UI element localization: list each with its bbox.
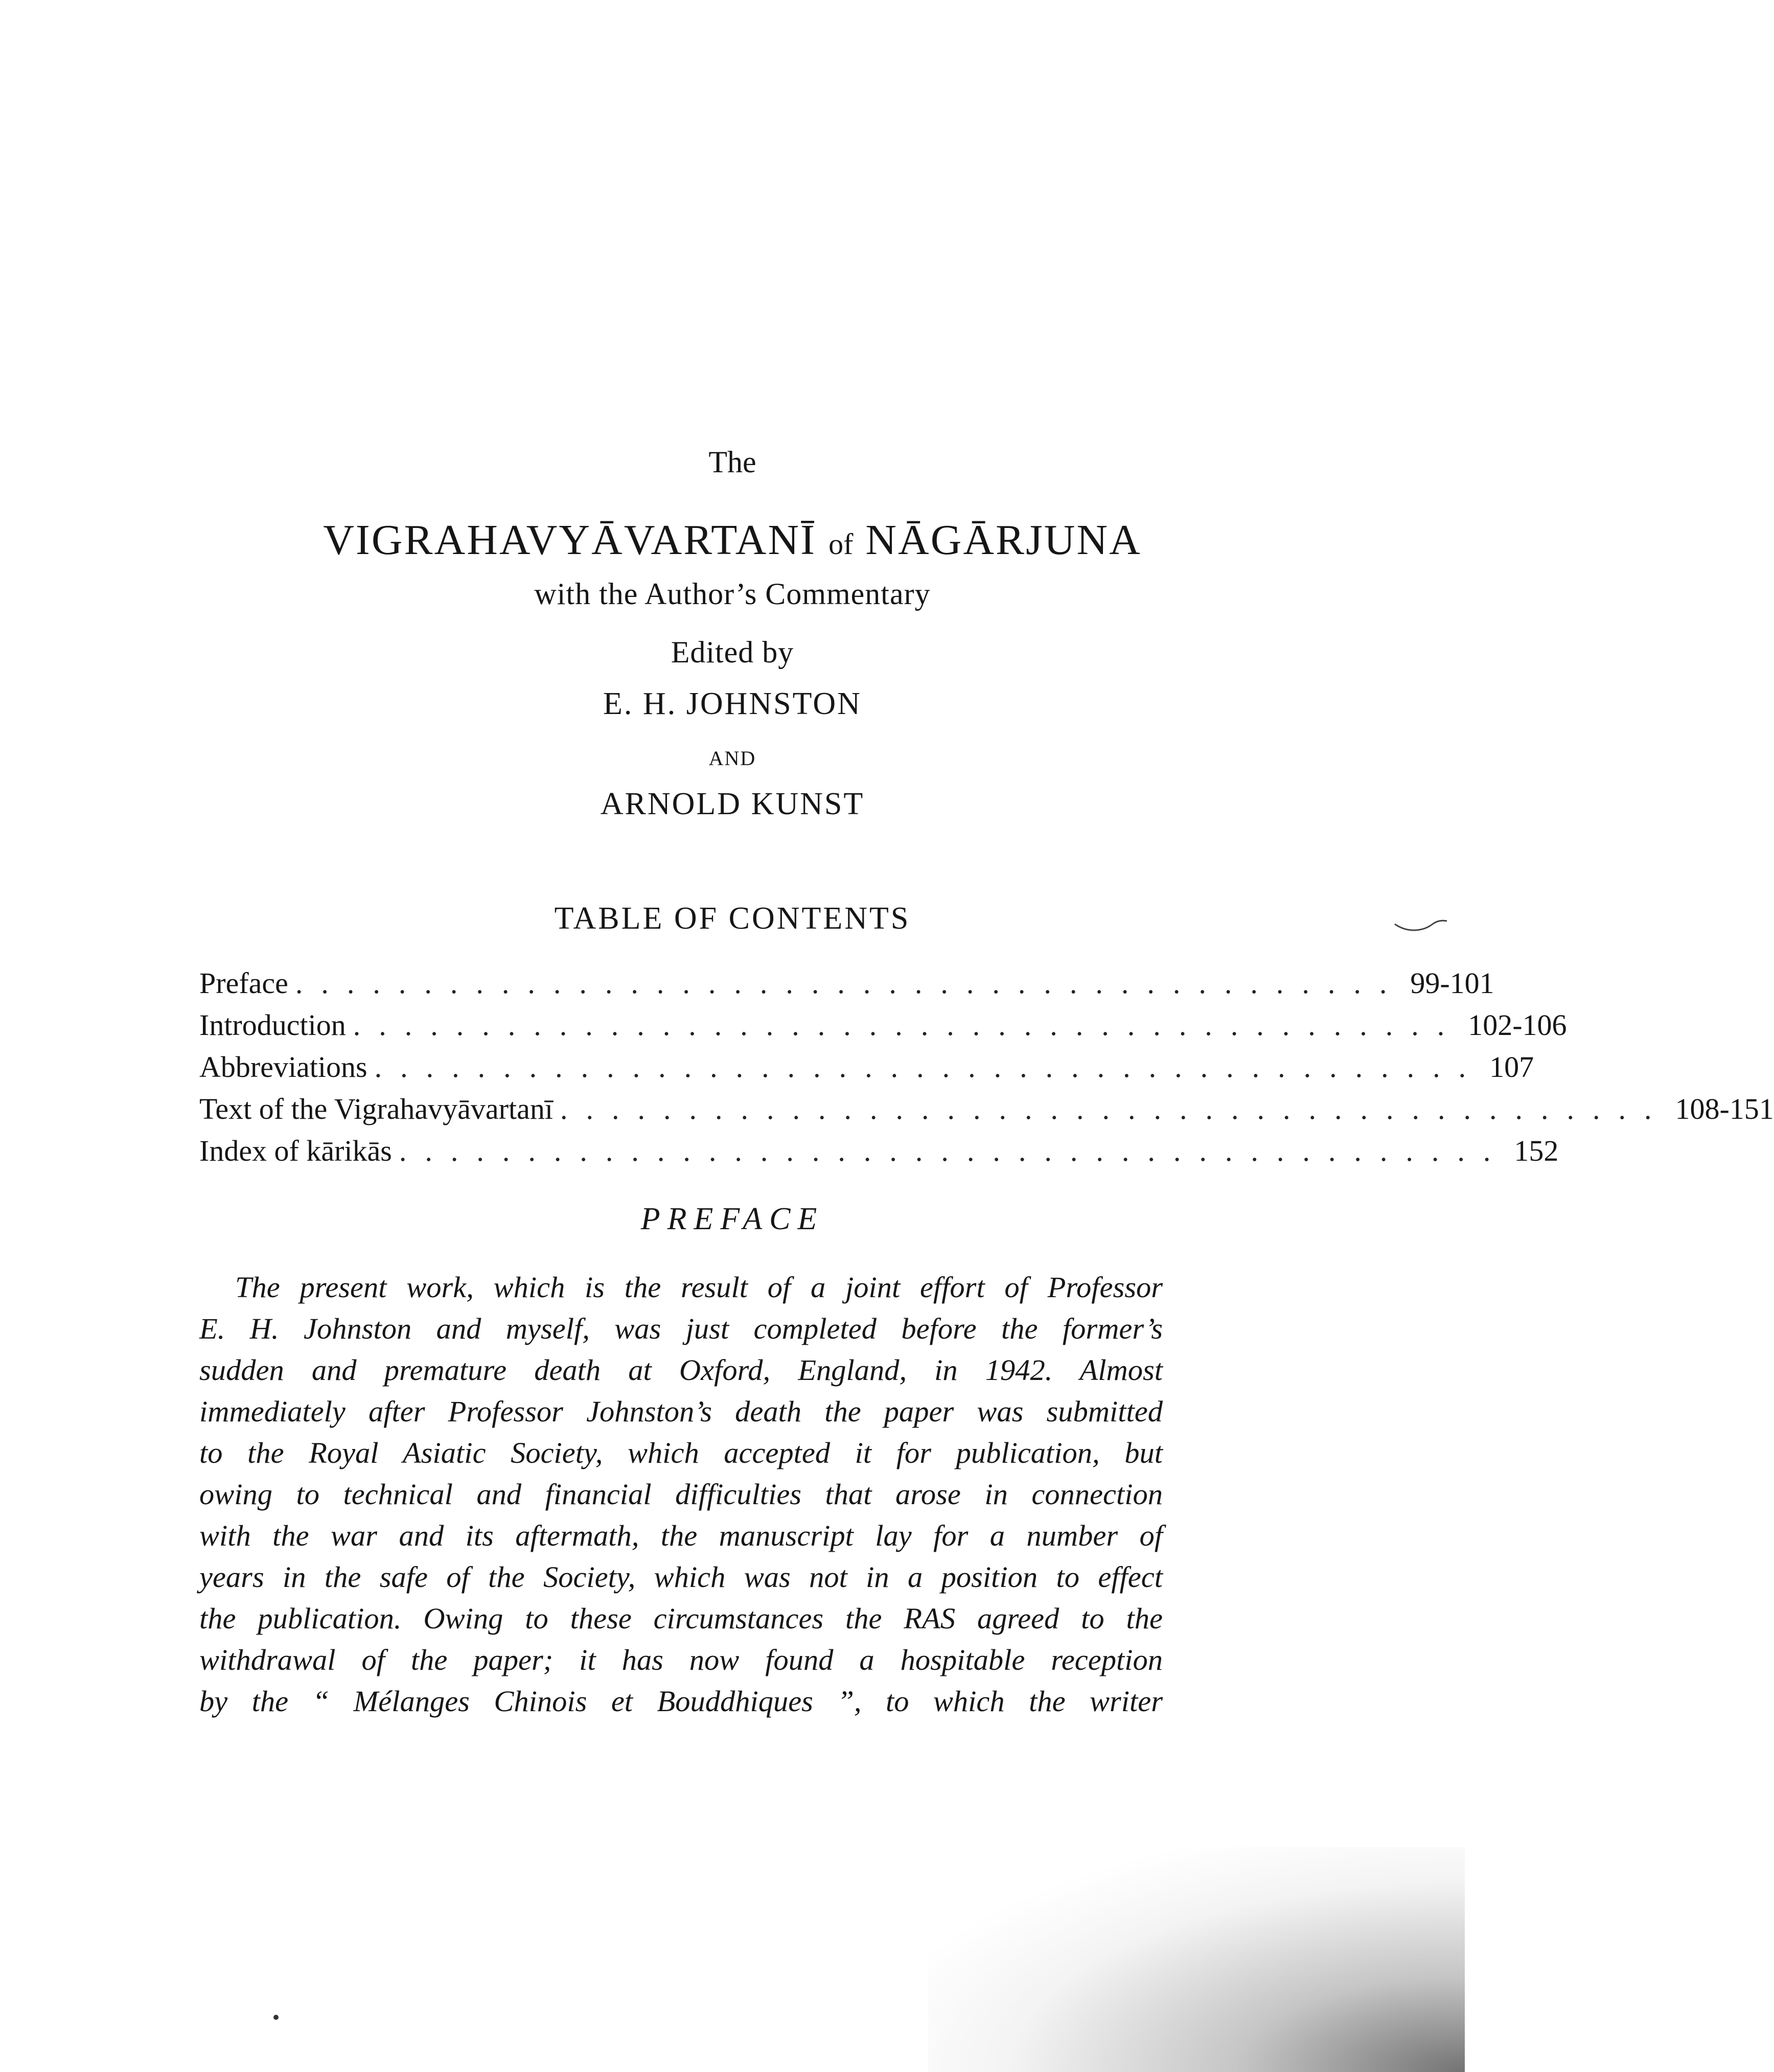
- editor-johnston: E. H. JOHNSTON: [603, 686, 862, 721]
- preface-line: The present work, which is the result of a joint effort of Professor: [235, 1271, 1163, 1304]
- toc-leader-dots: ...........................................: [374, 1050, 1485, 1084]
- toc-entry: [199, 1134, 1559, 1176]
- preface-line: with the war and its aftermath, the manuscript lay for a number of: [199, 1519, 1163, 1552]
- toc-leader-dots: ...........................................: [353, 1008, 1463, 1042]
- preface-line: by the “ Mélanges Chinois et Bouddhiques ”, to which the writer: [199, 1685, 1163, 1718]
- toc-entry-pages: 99-101: [1410, 966, 1494, 1000]
- toc-entry: [199, 966, 1494, 1008]
- toc-entry-pages: 108-151: [1675, 1092, 1774, 1125]
- preface-line: sudden and premature death at Oxford, England, in 1942. Almost: [199, 1353, 1163, 1387]
- preface-line: the publication. Owing to these circumstances the RAS agreed to the: [199, 1602, 1163, 1635]
- preface-heading: PREFACE: [640, 1202, 824, 1236]
- toc-leader-dots: ...........................................: [295, 966, 1406, 1000]
- toc-entry-label: Index of kārikās: [199, 1134, 392, 1167]
- title-author: NĀGĀRJUNA: [865, 516, 1142, 564]
- scan-shadow: [928, 1847, 1465, 2072]
- edited-by: Edited by: [671, 635, 794, 669]
- and-conjunction: AND: [708, 747, 756, 770]
- title-the: The: [708, 445, 756, 479]
- toc-entry-pages: 102-106: [1468, 1008, 1567, 1042]
- preface-line: to the Royal Asiatic Society, which accepted it for publication, but: [199, 1436, 1163, 1469]
- toc-entry-label: Text of the Vigrahavyāvartanī: [199, 1092, 553, 1125]
- preface-line: E. H. Johnston and myself, was just completed before the former’s: [199, 1312, 1163, 1345]
- subtitle: with the Author’s Commentary: [534, 577, 931, 611]
- toc-entry-label: Abbreviations: [199, 1050, 367, 1084]
- margin-pen-mark: [1393, 915, 1449, 935]
- book-title: [0, 515, 1465, 565]
- preface-line: owing to technical and financial difficulties that arose in connection: [199, 1478, 1163, 1511]
- editor-kunst: ARNOLD KUNST: [600, 787, 865, 821]
- toc-heading: TABLE OF CONTENTS: [554, 901, 911, 936]
- preface-line: immediately after Professor Johnston’s death the paper was submitted: [199, 1395, 1163, 1428]
- toc-entry: [199, 1008, 1567, 1050]
- toc-entry-pages: 152: [1514, 1134, 1559, 1167]
- toc-leader-dots: ...........................................: [399, 1134, 1509, 1167]
- toc-entry: [199, 1050, 1534, 1092]
- table-of-contents: [199, 966, 1774, 1176]
- preface-line: withdrawal of the paper; it has now found a hospitable reception: [199, 1643, 1163, 1676]
- toc-entry: [199, 1092, 1774, 1134]
- toc-entry-pages: 107: [1489, 1050, 1534, 1084]
- toc-entry-label: Introduction: [199, 1008, 346, 1042]
- toc-entry-label: Preface: [199, 966, 288, 1000]
- title-of: of: [828, 527, 854, 561]
- preface-line: years in the safe of the Society, which was not in a position to effect: [199, 1560, 1163, 1594]
- toc-leader-dots: ...........................................: [560, 1092, 1670, 1125]
- ink-speck: [273, 2015, 279, 2020]
- title-main: VIGRAHAVYĀVARTANĪ: [323, 516, 817, 564]
- preface-body: [199, 1267, 1163, 1722]
